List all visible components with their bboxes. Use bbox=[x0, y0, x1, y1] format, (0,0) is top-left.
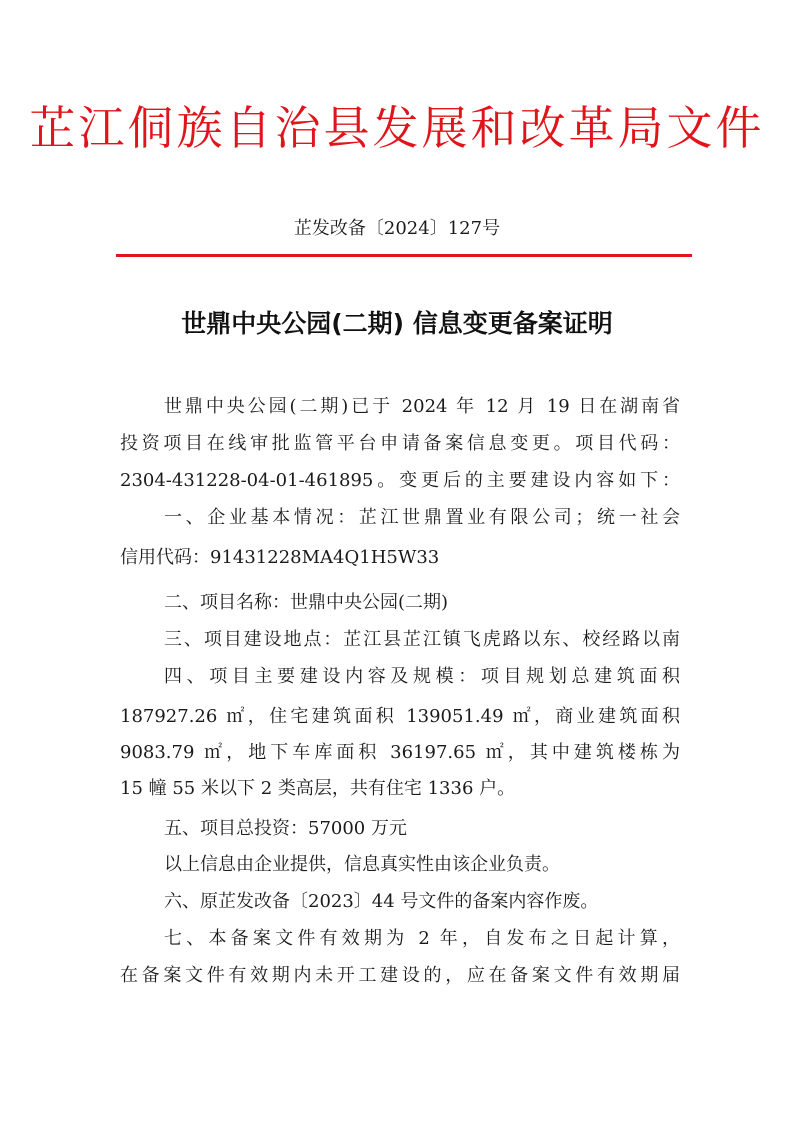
red-divider-line bbox=[116, 254, 692, 257]
issuing-authority-title: 芷江侗族自治县发展和改革局文件 bbox=[29, 101, 765, 155]
body-line-11: 15 幢 55 米以下 2 类高层，共有住宅 1336 户。 bbox=[120, 778, 516, 799]
document-number: 芷发改备〔2024〕127号 bbox=[293, 218, 501, 239]
document-title: 世鼎中央公园(二期) 信息变更备案证明 bbox=[181, 309, 613, 338]
body-line-1: 世鼎中央公园(二期)已于 2024 年 12 月 19 日在湖南省 bbox=[164, 396, 680, 417]
body-line-16: 在备案文件有效期内未开工建设的，应在备案文件有效期届 bbox=[120, 965, 680, 986]
body-line-5: 信用代码：91431228MA4Q1H5W33 bbox=[120, 547, 440, 568]
body-line-8: 四、项目主要建设内容及规模：项目规划总建筑面积 bbox=[164, 666, 680, 687]
body-line-2: 投资项目在线审批监管平台申请备案信息变更。项目代码： bbox=[120, 433, 680, 454]
body-line-13: 以上信息由企业提供，信息真实性由该企业负责。 bbox=[164, 854, 560, 875]
body-line-15: 七、本备案文件有效期为 2 年，自发布之日起计算， bbox=[164, 928, 680, 949]
body-line-12: 五、项目总投资：57000 万元 bbox=[164, 818, 407, 839]
body-line-9: 187927.26 ㎡，住宅建筑面积 139051.49 ㎡，商业建筑面积 bbox=[120, 706, 680, 727]
body-line-14: 六、原芷发改备〔2023〕44 号文件的备案内容作废。 bbox=[164, 891, 599, 912]
body-line-7: 三、项目建设地点：芷江县芷江镇飞虎路以东、校经路以南 bbox=[164, 629, 680, 650]
body-line-3: 2304-431228-04-01-461895。变更后的主要建设内容如下： bbox=[120, 470, 680, 491]
body-line-6: 二、项目名称：世鼎中央公园(二期) bbox=[164, 592, 449, 613]
body-line-4: 一、企业基本情况：芷江世鼎置业有限公司；统一社会 bbox=[164, 507, 680, 528]
body-line-10: 9083.79 ㎡，地下车库面积 36197.65 ㎡，其中建筑楼栋为 bbox=[120, 742, 680, 763]
